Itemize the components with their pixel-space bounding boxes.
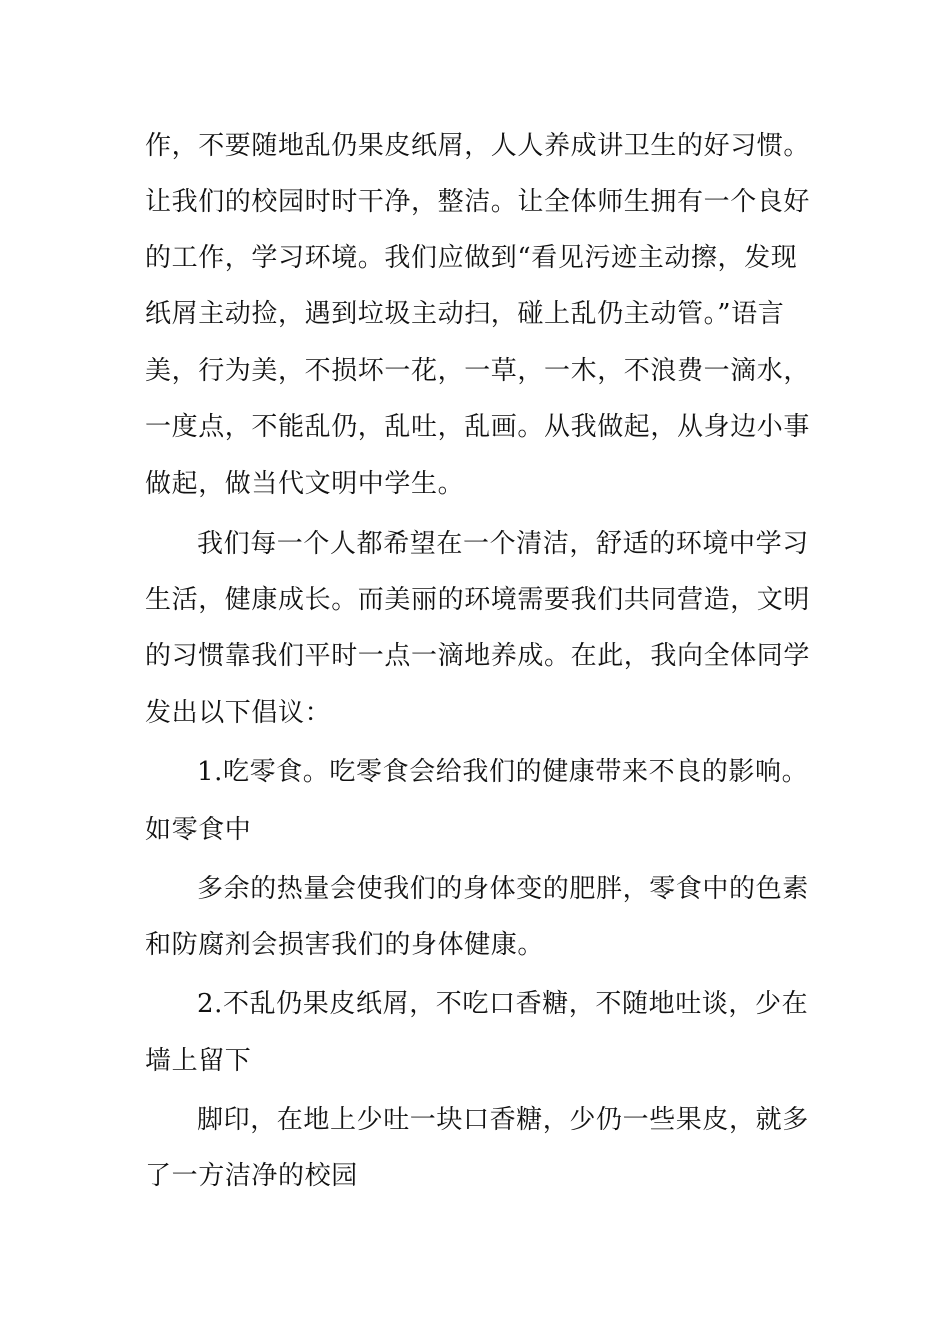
text-line: 纸屑主动捡，遇到垃圾主动扫，碰上乱仍主动管。”语言 [145, 299, 785, 329]
text-line: 墙上留下 [145, 1046, 252, 1076]
text-line: 美，行为美，不损坏一花，一草，一木，不浪费一滴水， [145, 356, 811, 386]
paragraph-first-line: 脚印，在地上少吐一块口香糖，少仍一些果皮，就多 [197, 1105, 809, 1135]
text-line: 作，不要随地乱仍果皮纸屑，人人养成讲卫生的好习惯。 [145, 131, 811, 161]
text-line: 一度点，不能乱仍，乱吐，乱画。从我做起，从身边小事 [145, 412, 811, 442]
text-line: 做起，做当代文明中学生。 [145, 469, 465, 499]
list-item-1-line: 1.吃零食。吃零食会给我们的健康带来不良的影响。 [197, 757, 809, 787]
text-line: 如零食中 [145, 815, 252, 845]
text-line: 生活，健康成长。而美丽的环境需要我们共同营造，文明 [145, 585, 811, 615]
list-item-2-line: 2.不乱仍果皮纸屑，不吃口香糖，不随地吐谈，少在 [197, 989, 809, 1019]
text-line: 了一方洁净的校园 [145, 1161, 358, 1191]
text-line: 的工作，学习环境。我们应做到“看见污迹主动擦，发现 [145, 243, 798, 273]
text-line: 让我们的校园时时干净，整洁。让全体师生拥有一个良好 [145, 187, 811, 217]
paragraph-first-line: 我们每一个人都希望在一个清洁，舒适的环境中学习 [197, 529, 809, 559]
text-line: 的习惯靠我们平时一点一滴地养成。在此，我向全体同学 [145, 641, 811, 671]
text-line: 和防腐剂会损害我们的身体健康。 [145, 930, 545, 960]
paragraph-first-line: 多余的热量会使我们的身体变的肥胖，零食中的色素 [197, 874, 809, 904]
text-line: 发出以下倡议： [145, 698, 332, 728]
